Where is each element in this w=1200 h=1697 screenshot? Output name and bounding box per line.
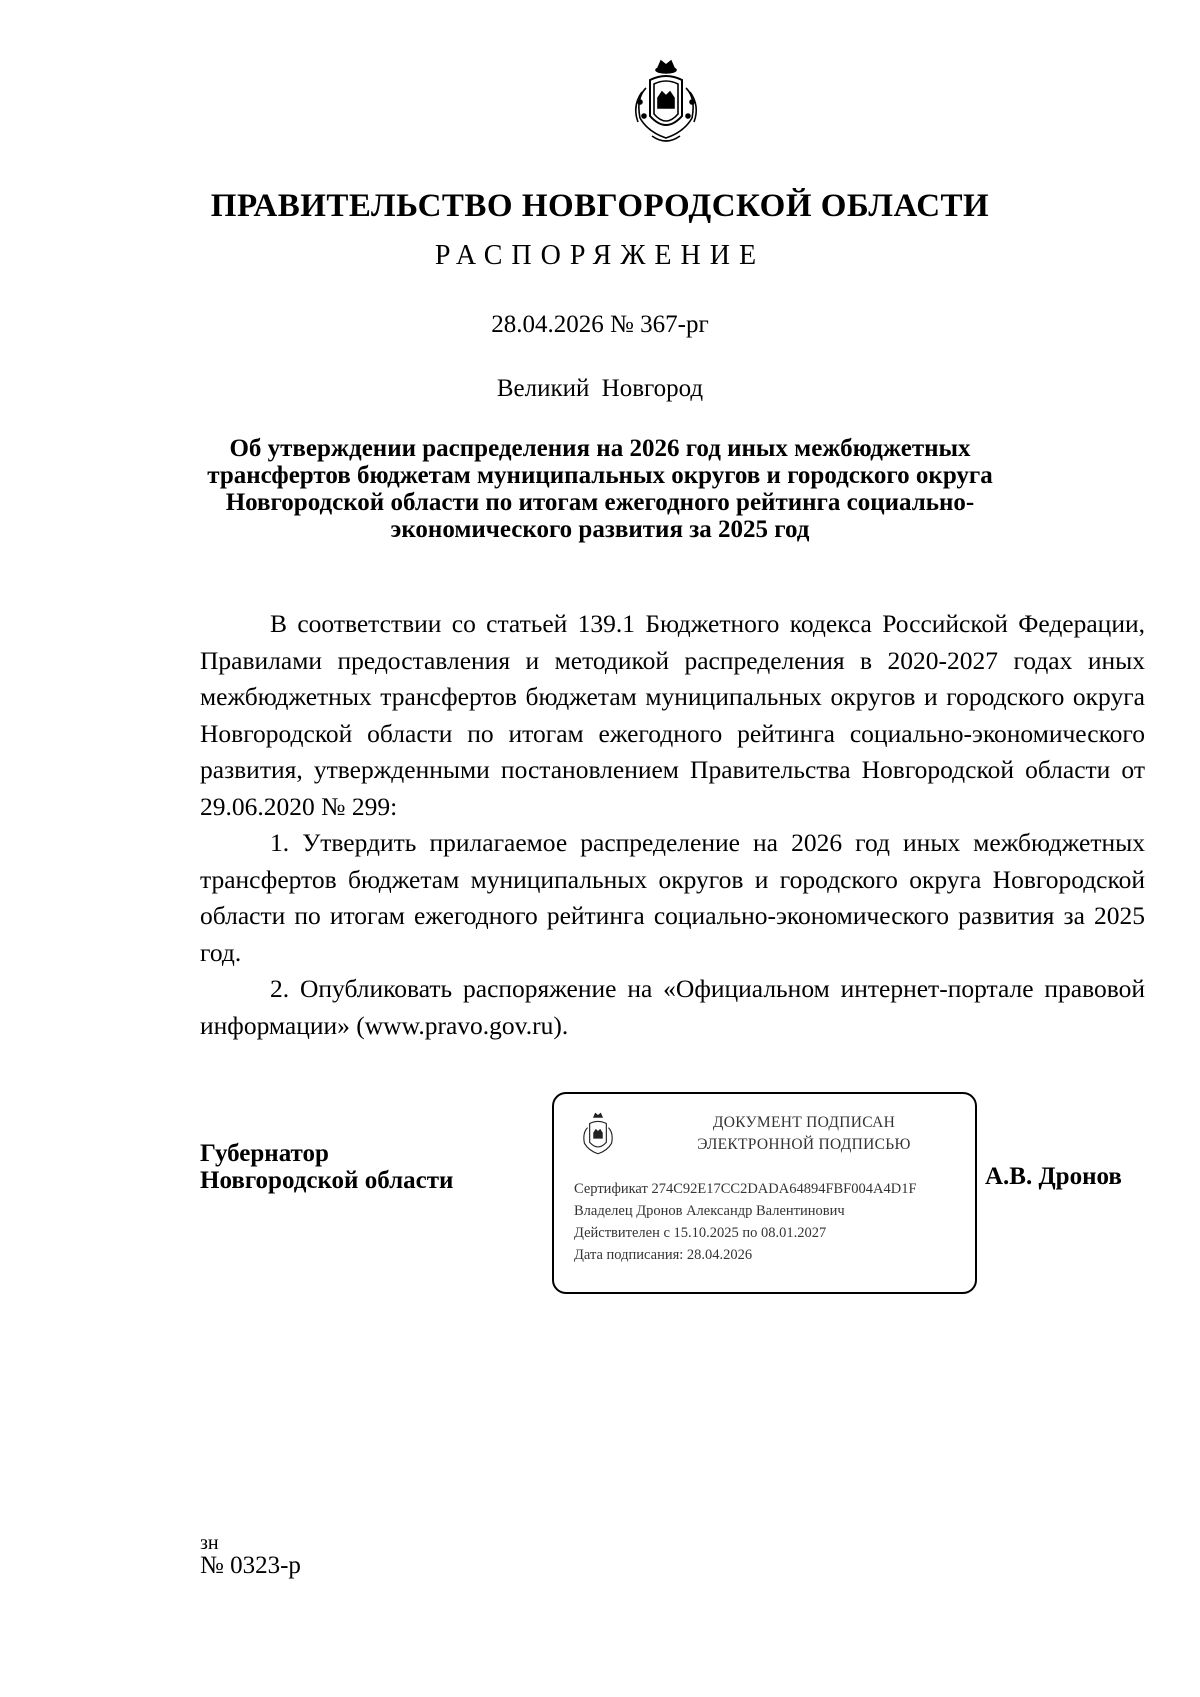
coat-of-arms-icon (628, 58, 704, 150)
internal-number: № 0323-р (200, 1552, 301, 1579)
subject-line: Новгородской области по итогам ежегодного рейтинга социально- (225, 489, 975, 516)
stamp-heading-line: ЭЛЕКТРОННОЙ ПОДПИСЬЮ (697, 1136, 911, 1153)
document-body (200, 606, 1145, 1044)
signer-name: А.В. Дронов (985, 1163, 1122, 1190)
electronic-signature-stamp (552, 1092, 977, 1294)
position-line: Губернатор (200, 1140, 329, 1167)
date-and-number: 28.04.2026 № 367-рг (491, 311, 709, 338)
position-line: Новгородской области (200, 1167, 454, 1194)
subject-line: трансфертов бюджетам муниципальных округов и городского округа (207, 462, 993, 489)
body-paragraph: 1. Утвердить прилагаемое распределение на 2026 год иных межбюджетных трансфертов бюджетам муниципальных округов и городского округа Новгородской области по итогам ежегодного рейтинга социально-экономического развития за 2025 год. (200, 828, 1145, 967)
body-paragraph: 2. Опубликовать распоряжение на «Официальном интернет-портале правовой информации» (www.pravo.gov.ru). (200, 974, 1145, 1040)
document-type: РАСПОРЯЖЕНИЕ (434, 240, 766, 271)
stamp-details (574, 1178, 917, 1266)
document-subject (200, 435, 1000, 543)
stamp-heading (654, 1112, 954, 1156)
stamp-heading-line: ДОКУМЕНТ ПОДПИСАН (712, 1114, 896, 1131)
footer-reference (200, 1534, 301, 1579)
body-paragraph: В соответствии со статьей 139.1 Бюджетного кодекса Российской Федерации, Правилами предоставления и методикой распределения в 2020-2027 годах иных межбюджетных трансфертов бюджетам муниципальных округов и городского округа Новгородской области по итогам ежегодного рейтинга социально-экономического развития, утвержденными постановлением Правительства Новгородской области от 29.06.2020 № 299: (200, 609, 1145, 821)
subject-line: экономического развития за 2025 год (390, 516, 810, 543)
certificate-owner: Владелец Дронов Александр Валентинович (574, 1203, 845, 1219)
signing-date: Дата подписания: 28.04.2026 (574, 1247, 753, 1263)
certificate-number: Сертификат 274C92E17CC2DADA64894FBF004A4D1F (574, 1181, 917, 1197)
coat-of-arms-icon (578, 1112, 618, 1160)
executor-initials: зн (200, 1532, 219, 1554)
subject-line: Об утверждении распределения на 2026 год иных межбюджетных (229, 435, 971, 462)
certificate-validity: Действителен с 15.10.2025 по 08.01.2027 (574, 1225, 827, 1241)
city: Великий Новгород (496, 375, 704, 402)
signatory-position (200, 1140, 453, 1194)
government-title: ПРАВИТЕЛЬСТВО НОВГОРОДСКОЙ ОБЛАСТИ (210, 188, 990, 224)
